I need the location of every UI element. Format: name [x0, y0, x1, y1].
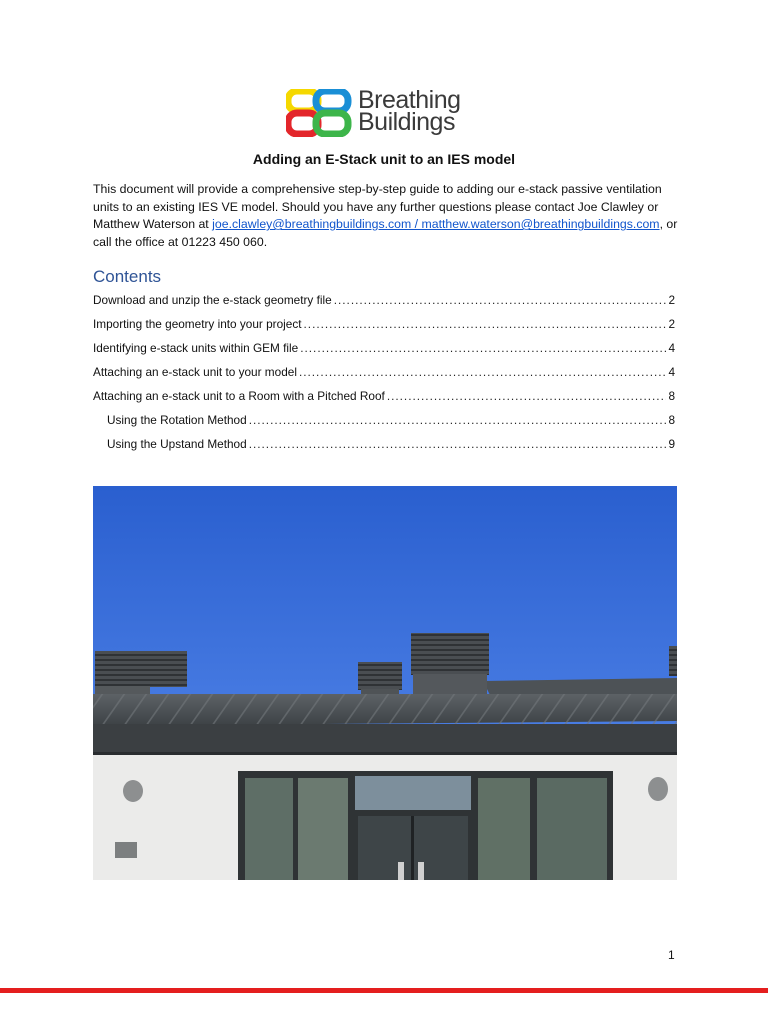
toc-label: Identifying e-stack units within GEM file	[93, 341, 299, 355]
toc-page: 2	[668, 293, 675, 307]
toc-entry[interactable]	[93, 364, 675, 388]
footer-bar	[0, 988, 768, 993]
breathing-buildings-logo	[286, 86, 486, 137]
toc-entry[interactable]	[93, 292, 675, 316]
estack-unit-middle	[358, 662, 402, 699]
toc-page: 8	[668, 413, 675, 427]
toc-label: Attaching an e-stack unit to a Room with a Pitched Roof	[93, 389, 385, 403]
logo-line-2: Buildings	[358, 108, 455, 136]
toc-subentry[interactable]	[93, 436, 675, 460]
toc-entry[interactable]	[93, 340, 675, 364]
intro-paragraph	[93, 181, 683, 251]
toc-leader	[300, 340, 666, 356]
logo-wordmark	[358, 86, 461, 136]
toc-page: 8	[668, 389, 675, 403]
toc-entry[interactable]	[93, 388, 675, 412]
toc-page: 2	[668, 317, 675, 331]
toc-subentry[interactable]	[93, 412, 675, 436]
toc-leader	[304, 316, 667, 332]
page-number: 1	[668, 948, 675, 962]
toc-leader	[387, 388, 667, 404]
toc-page: 4	[668, 365, 675, 379]
toc-page: 4	[668, 341, 675, 355]
estack-roof-illustration	[93, 486, 677, 880]
toc-label: Attaching an e-stack unit to your model	[93, 365, 297, 379]
toc-leader	[249, 436, 667, 452]
intro-text-2: , or call the office at 01223 450 060.	[93, 217, 678, 249]
logo-line-1: Breathing	[358, 86, 461, 114]
toc-leader	[249, 412, 667, 428]
toc-label: Download and unzip the e-stack geometry file	[93, 293, 332, 307]
table-of-contents	[93, 292, 675, 460]
email-link-joe[interactable]: joe.clawley@breathingbuildings.com /	[212, 217, 422, 232]
toc-label: Using the Upstand Method	[107, 437, 247, 451]
toc-label: Using the Rotation Method	[107, 413, 247, 427]
toc-leader	[334, 292, 667, 308]
toc-label: Importing the geometry into your project	[93, 317, 302, 331]
toc-leader	[299, 364, 667, 380]
toc-entry[interactable]	[93, 316, 675, 340]
email-link-matthew[interactable]: matthew.waterson@breathingbuildings.com	[421, 217, 660, 232]
toc-page: 9	[668, 437, 675, 451]
building-photo	[93, 486, 677, 880]
intro-text-1: This document will provide a comprehensive step-by-step guide to adding our e-stack passive ventilation units to an existing IES VE model. Should you have any further questions please contact Joe Clawley or Matthew Waterson at	[93, 182, 662, 232]
document-title: Adding an E-Stack unit to an IES model	[252, 151, 516, 167]
contents-heading: Contents	[93, 267, 162, 286]
logo-mark-icon	[286, 89, 352, 137]
